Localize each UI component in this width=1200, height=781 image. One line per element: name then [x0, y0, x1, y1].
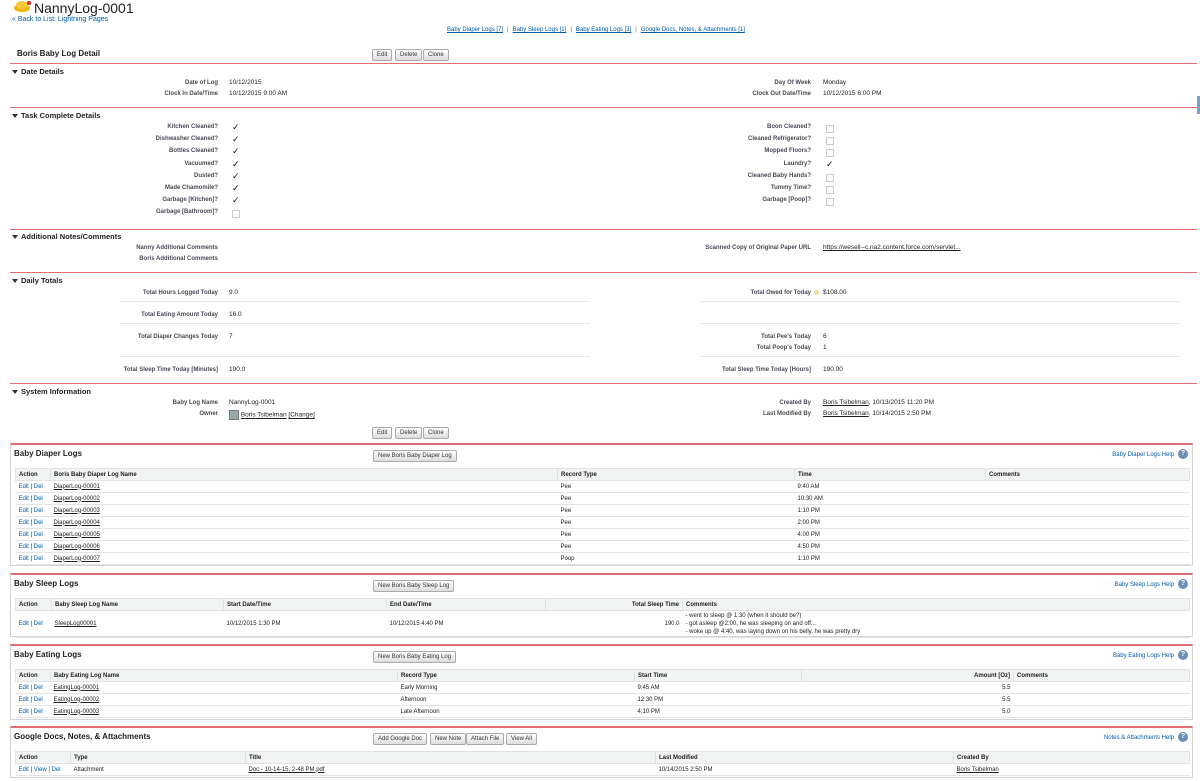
checkmark-icon: ✓ — [232, 183, 240, 193]
task-label: Garbage [Poop]? — [762, 197, 811, 204]
created-by-link[interactable]: Boris Tsibelman — [823, 399, 869, 406]
diaper-log-link[interactable]: DiaperLog-00005 — [53, 531, 100, 538]
edit-link[interactable]: Edit — [18, 621, 29, 627]
checkmark-icon: ✓ — [232, 170, 240, 181]
sleep-logs-table: Action Baby Sleep Log Name Start Date/Time End Date/Time Total Sleep Time Comments Edit | Del SleepLog00001 10/12/2015 1:30 PM 10/12/2015 4:40 PM 190.0 - went to sleep @ 1:30 (when it should be?) - got asleep @2:00, he was sleeping on and off... - woke up @ 4:40, was laying down on his belly, he was pretty dry — [15, 598, 1190, 638]
comment-line: - went to sleep @ 1:30 (when it should be?) — [685, 613, 802, 619]
edit-link[interactable]: Edit — [18, 519, 29, 526]
edit-button[interactable]: Edit — [372, 49, 392, 61]
row-actions: Edit | Del — [16, 682, 51, 694]
edit-link[interactable]: Edit — [18, 543, 29, 550]
section-divider — [10, 229, 1197, 230]
time: 4:50 PM — [795, 541, 986, 553]
detail-title: Boris Baby Log Detail — [17, 49, 101, 58]
delete-link[interactable]: Del — [33, 495, 43, 502]
checkmark-icon: ✓ — [232, 195, 240, 206]
table-row — [16, 706, 1190, 718]
row-actions: Edit | Del — [16, 541, 51, 553]
edit-link[interactable]: Edit — [18, 483, 29, 490]
start-time: 12:30 PM — [635, 694, 802, 706]
record-type: Poop — [558, 553, 795, 565]
related-list-sleep-logs — [10, 573, 1193, 637]
clock-in-label: Clock In Date/Time — [164, 91, 218, 97]
help-icon[interactable]: ? — [1178, 732, 1188, 742]
table-row — [16, 517, 1190, 529]
task-label: Boon Cleaned? — [766, 124, 811, 130]
diaper-log-link[interactable]: DiaperLog-00003 — [53, 507, 100, 514]
delete-button-bottom[interactable]: Delete — [395, 427, 422, 439]
user-icon — [229, 410, 239, 420]
total-pees-label: Total Pee's Today — [761, 334, 811, 340]
row-actions: Edit | Del — [16, 553, 51, 565]
row-actions: Edit | Del — [16, 517, 51, 529]
task-label: Garbage [Kitchen]? — [162, 197, 218, 204]
amount: 5.5 — [802, 694, 1014, 706]
related-list-eating-logs — [10, 644, 1193, 720]
diaper-log-link[interactable]: DiaperLog-00001 — [53, 483, 100, 490]
table-row — [16, 694, 1190, 706]
record-type: Pee — [558, 517, 795, 529]
sleep-hours-value: 190.00 — [823, 366, 843, 373]
task-label: Laundry? — [783, 160, 811, 167]
boris-comments-label: Boris Additional Comments — [139, 256, 218, 262]
owner-label: Owner — [199, 411, 218, 417]
created-by-label: Created By — [779, 400, 811, 406]
delete-link[interactable]: Del — [33, 621, 43, 627]
row-actions: Edit | View | Del — [16, 764, 71, 776]
table-row — [16, 541, 1190, 553]
modified-by-label: Last Modified By — [762, 411, 811, 417]
delete-link[interactable]: Del — [33, 696, 43, 703]
unchecked-box-icon — [826, 186, 834, 194]
unchecked-box-icon — [826, 174, 834, 182]
hours-logged-label: Total Hours Logged Today — [142, 290, 218, 296]
diaper-log-link[interactable]: DiaperLog-00004 — [53, 519, 100, 526]
table-row — [16, 682, 1190, 694]
eating-logs-table: Action Baby Eating Log Name Record Type Start Time Amount [Oz] Comments Edit | Del EatingLog-00001 Early Morning 9:45 AM 5.5 Edit | Del EatingLog-00002 Afternoon 12:30 PM 5.5 Edit | Del EatingLog-00003 Late Afternoon 4:10 PM 5.0 — [15, 669, 1190, 718]
comments — [683, 611, 1190, 638]
date-of-log-value: 10/12/2015 — [229, 79, 262, 86]
eating-amount-label: Total Eating Amount Today — [141, 312, 218, 318]
record-type: Late Afternoon — [398, 706, 635, 718]
related-list-diaper-logs — [10, 443, 1193, 566]
back-to-list-link[interactable]: « Back to List: Lightning Pages — [12, 16, 109, 23]
task-label: Kitchen Cleaned? — [167, 124, 218, 130]
diaper-changes-label: Total Diaper Changes Today — [137, 334, 218, 340]
record-type: Pee — [558, 505, 795, 517]
unchecked-box-icon — [826, 137, 834, 145]
end-time: 10/12/2015 4:40 PM — [387, 611, 546, 638]
edit-link[interactable]: Edit — [18, 766, 29, 773]
quicklink-diaper-logs[interactable]: Baby Diaper Logs [7] — [447, 27, 504, 33]
record-type: Pee — [558, 493, 795, 505]
help-icon[interactable]: ? — [1178, 579, 1188, 589]
sleep-hours-label: Total Sleep Time Today [Hours] — [721, 367, 811, 373]
delete-link[interactable]: Del — [33, 708, 43, 715]
table-row — [16, 764, 1190, 776]
task-label: Made Chamomile? — [164, 185, 218, 191]
table-row — [16, 611, 1190, 638]
unchecked-box-icon — [826, 149, 834, 157]
delete-link[interactable]: Del — [33, 684, 43, 691]
delete-link[interactable]: Del — [33, 483, 43, 490]
clock-out-label: Clock Out Date/Time — [752, 91, 811, 97]
attachment-type: Attachment — [71, 764, 246, 776]
table-row — [16, 481, 1190, 493]
section-divider — [10, 272, 1197, 273]
comments — [1014, 682, 1190, 694]
row-actions: Edit | Del — [16, 493, 51, 505]
attach-file-button[interactable]: Attach File — [466, 733, 504, 745]
edit-button-bottom[interactable]: Edit — [372, 427, 392, 439]
last-modified: 10/14/2015 2:50 PM — [656, 764, 954, 776]
total-owed-label: Total Owed for Today — [750, 290, 811, 296]
delete-link[interactable]: Del — [33, 531, 43, 538]
row-actions: Edit | Del — [16, 611, 52, 638]
nanny-log-icon — [13, 0, 31, 12]
diaper-logs-help-link[interactable]: Baby Diaper Logs Help — [1112, 452, 1174, 458]
delete-button[interactable]: Delete — [395, 49, 422, 61]
unchecked-box-icon — [232, 210, 240, 218]
edit-link[interactable]: Edit — [18, 495, 29, 502]
section-task-details[interactable]: Task Complete Details — [12, 111, 100, 120]
record-type: Pee — [558, 481, 795, 493]
time: 2:00 PM — [795, 517, 986, 529]
time: 9:40 AM — [795, 481, 986, 493]
comments — [986, 505, 1190, 517]
task-label: Garbage [Bathroom]? — [155, 209, 218, 216]
edit-link[interactable]: Edit — [18, 684, 29, 691]
change-owner-link[interactable]: [Change] — [288, 411, 315, 419]
add-google-doc-button[interactable]: Add Google Doc — [373, 733, 427, 745]
comments — [986, 541, 1190, 553]
related-list-quicklinks: Baby Diaper Logs [7] | Baby Sleep Logs [1] | Baby Eating Logs [3] | Google Docs, Notes, & Attachments [1] — [447, 27, 745, 33]
task-label: Bottles Cleaned? — [168, 148, 218, 155]
sleep-logs-help-link[interactable]: Baby Sleep Logs Help — [1114, 582, 1174, 588]
attachments-title: Google Docs, Notes, & Attachments — [14, 732, 151, 741]
diaper-log-link[interactable]: DiaperLog-00002 — [53, 495, 100, 502]
sleep-log-link[interactable]: SleepLog00001 — [54, 621, 97, 627]
record-type: Early Morning — [398, 682, 635, 694]
view-link[interactable]: View — [33, 766, 47, 773]
comments — [986, 481, 1190, 493]
total-sleep: 190.0 — [546, 611, 683, 638]
date-of-log-label: Date of Log — [185, 80, 218, 86]
delete-link[interactable]: Del — [33, 507, 43, 514]
checkmark-icon: ✓ — [232, 158, 240, 169]
related-list-attachments — [10, 726, 1193, 778]
edit-link[interactable]: Edit — [18, 708, 29, 715]
section-system-info[interactable]: System Information — [12, 387, 91, 396]
attachment-title-link[interactable]: Doc - 10-14-15, 2-48 PM.pdf — [248, 766, 325, 773]
row-actions: Edit | Del — [16, 505, 51, 517]
unchecked-box-icon — [826, 125, 834, 133]
comments — [986, 493, 1190, 505]
edit-link[interactable]: Edit — [18, 531, 29, 538]
task-label: Cleaned Refrigerator? — [747, 136, 811, 143]
scanned-url-label: Scanned Copy of Original Paper URL — [705, 245, 811, 251]
section-divider — [10, 107, 1197, 108]
delete-link[interactable]: Del — [51, 766, 61, 773]
comment-line: - got asleep @2:00, he was sleeping on and off... — [685, 621, 816, 627]
page-title: NannyLog-0001 — [34, 0, 134, 16]
log-name-value: NannyLog-0001 — [229, 399, 276, 406]
task-label: Tummy Time? — [770, 185, 811, 191]
task-label: Mopped Floors? — [764, 148, 811, 155]
diaper-log-link[interactable]: DiaperLog-00006 — [53, 543, 100, 550]
new-note-button[interactable]: New Note — [430, 733, 466, 745]
new-eating-log-button[interactable]: New Boris Baby Eating Log — [373, 651, 456, 663]
section-date-details[interactable]: Date Details — [12, 67, 64, 76]
row-actions: Edit | Del — [16, 481, 51, 493]
comments — [986, 553, 1190, 565]
edit-link[interactable]: Edit — [18, 507, 29, 514]
diaper-changes-value: 7 — [229, 333, 233, 340]
day-of-week-label: Day Of Week — [774, 80, 811, 86]
time: 10:30 AM — [795, 493, 986, 505]
help-icon[interactable]: ? — [1178, 650, 1188, 660]
eating-amount-value: 16.0 — [229, 311, 242, 318]
total-owed-value: $108.00 — [823, 289, 847, 296]
comments — [1014, 706, 1190, 718]
log-name-label: Baby Log Name — [172, 400, 218, 406]
table-row — [16, 553, 1190, 565]
owner-link[interactable]: Boris Tsibelman — [240, 411, 287, 419]
comments — [986, 517, 1190, 529]
quicklink-sleep-logs[interactable]: Baby Sleep Logs [1] — [512, 27, 567, 33]
record-type: Pee — [558, 541, 795, 553]
total-poops-label: Total Poop's Today — [756, 345, 811, 351]
quicklink-eating-logs[interactable]: Baby Eating Logs [3] — [575, 27, 632, 33]
checkmark-icon: ✓ — [232, 122, 240, 132]
diaper-logs-title: Baby Diaper Logs — [14, 449, 83, 458]
quicklink-attachments[interactable]: Google Docs, Notes, & Attachments [1] — [640, 27, 745, 33]
total-poops-value: 1 — [823, 344, 827, 351]
clone-button[interactable]: Clone — [423, 49, 449, 61]
created-by-value: Boris Tsibelman, 10/13/2015 11:20 PM — [823, 399, 935, 406]
eating-logs-title: Baby Eating Logs — [14, 650, 82, 659]
view-all-button[interactable]: View All — [506, 733, 537, 745]
diaper-log-link[interactable]: DiaperLog-00007 — [53, 555, 100, 562]
start-time: 4:10 PM — [635, 706, 802, 718]
checkmark-icon: ✓ — [232, 146, 240, 157]
row-actions: Edit | Del — [16, 529, 51, 541]
scanned-url-link[interactable]: https://wesell--c.na2.content.force.com/servlet... — [823, 244, 961, 251]
edit-link[interactable]: Edit — [18, 555, 29, 562]
modified-by-link[interactable]: Boris Tsibelman — [823, 410, 869, 417]
comments — [1014, 694, 1190, 706]
table-row — [16, 505, 1190, 517]
checkmark-icon: ✓ — [826, 158, 834, 169]
eating-logs-help-link[interactable]: Baby Eating Logs Help — [1112, 653, 1174, 659]
comments — [986, 529, 1190, 541]
sleep-minutes-value: 190.0 — [229, 366, 246, 373]
eating-log-link[interactable]: EatingLog-00001 — [53, 684, 100, 691]
new-sleep-log-button[interactable]: New Boris Baby Sleep Log — [373, 580, 454, 592]
eating-log-link[interactable]: EatingLog-00002 — [53, 696, 100, 703]
help-icon[interactable]: ? — [1178, 449, 1188, 459]
amount: 5.5 — [802, 682, 1014, 694]
clone-button-bottom[interactable]: Clone — [423, 427, 449, 439]
section-divider — [10, 383, 1197, 384]
start-time: 10/12/2015 1:30 PM — [224, 611, 387, 638]
day-of-week-value: Monday — [823, 79, 847, 86]
diaper-logs-table: Action Boris Baby Diaper Log Name Record Type Time Comments Edit | Del DiaperLog-00001 Pee 9:40 AM Edit | Del DiaperLog-00002 Pee 10:30 AM Edit | Del DiaperLog-00003 Pee 1:10 PM Edit | Del DiaperLog-00004 Pee 2:00 PM Edit | Del DiaperLog-00005 Pee 4:00 PM Edit | Del DiaperLog-00006 Pee 4:50 PM Edit | Del DiaperLog-00007 Poop 1:10 PM — [15, 468, 1190, 565]
nanny-comments-label: Nanny Additional Comments — [136, 245, 218, 251]
start-time: 9:45 AM — [635, 682, 802, 694]
delete-link[interactable]: Del — [33, 519, 43, 526]
edit-link[interactable]: Edit — [18, 696, 29, 703]
new-diaper-log-button[interactable]: New Boris Baby Diaper Log — [373, 450, 457, 462]
sleep-minutes-label: Total Sleep Time Today [Minutes] — [123, 367, 218, 373]
section-daily-totals[interactable]: Daily Totals — [12, 276, 63, 285]
record-type: Pee — [558, 529, 795, 541]
checkmark-icon: ✓ — [232, 134, 240, 145]
time: 4:00 PM — [795, 529, 986, 541]
table-row — [16, 493, 1190, 505]
hours-logged-value: 9.0 — [229, 289, 239, 296]
owner-value — [229, 410, 315, 420]
total-pees-value: 6 — [823, 333, 827, 340]
row-actions: Edit | Del — [16, 694, 51, 706]
attachments-help-link[interactable]: Notes & Attachments Help — [1103, 735, 1174, 741]
clock-in-value: 10/12/2015 9:00 AM — [229, 90, 288, 97]
time: 1:10 PM — [795, 553, 986, 565]
delete-link[interactable]: Del — [33, 543, 43, 550]
delete-link[interactable]: Del — [33, 555, 43, 562]
task-label: Dishwasher Cleaned? — [155, 136, 218, 143]
table-row — [16, 529, 1190, 541]
created-by-link[interactable]: Boris Tsibelman — [956, 766, 999, 773]
record-type: Afternoon — [398, 694, 635, 706]
row-actions: Edit | Del — [16, 706, 51, 718]
time: 1:10 PM — [795, 505, 986, 517]
eating-log-link[interactable]: EatingLog-00003 — [53, 708, 100, 715]
modified-by-value: Boris Tsibelman, 10/14/2015 2:50 PM — [823, 410, 931, 417]
task-label: Cleaned Baby Hands? — [747, 172, 811, 179]
sleep-logs-title: Baby Sleep Logs — [14, 579, 79, 588]
comment-line: - woke up @ 4:40, was laying down on his belly, he was pretty dry — [685, 629, 861, 635]
section-divider — [10, 63, 1197, 64]
task-label: Dusted? — [194, 172, 218, 179]
clock-out-value: 10/12/2015 6:00 PM — [823, 90, 882, 97]
info-icon — [814, 290, 819, 295]
attachments-table: Action Type Title Last Modified Created By Edit | View | Del Attachment Doc - 10-14-15, 2-48 PM.pdf 10/14/2015 2:50 PM Boris Tsibelman — [15, 751, 1190, 776]
unchecked-box-icon — [826, 198, 834, 206]
section-notes[interactable]: Additional Notes/Comments — [12, 232, 121, 241]
amount: 5.0 — [802, 706, 1014, 718]
task-label: Vacuumed? — [184, 160, 218, 167]
